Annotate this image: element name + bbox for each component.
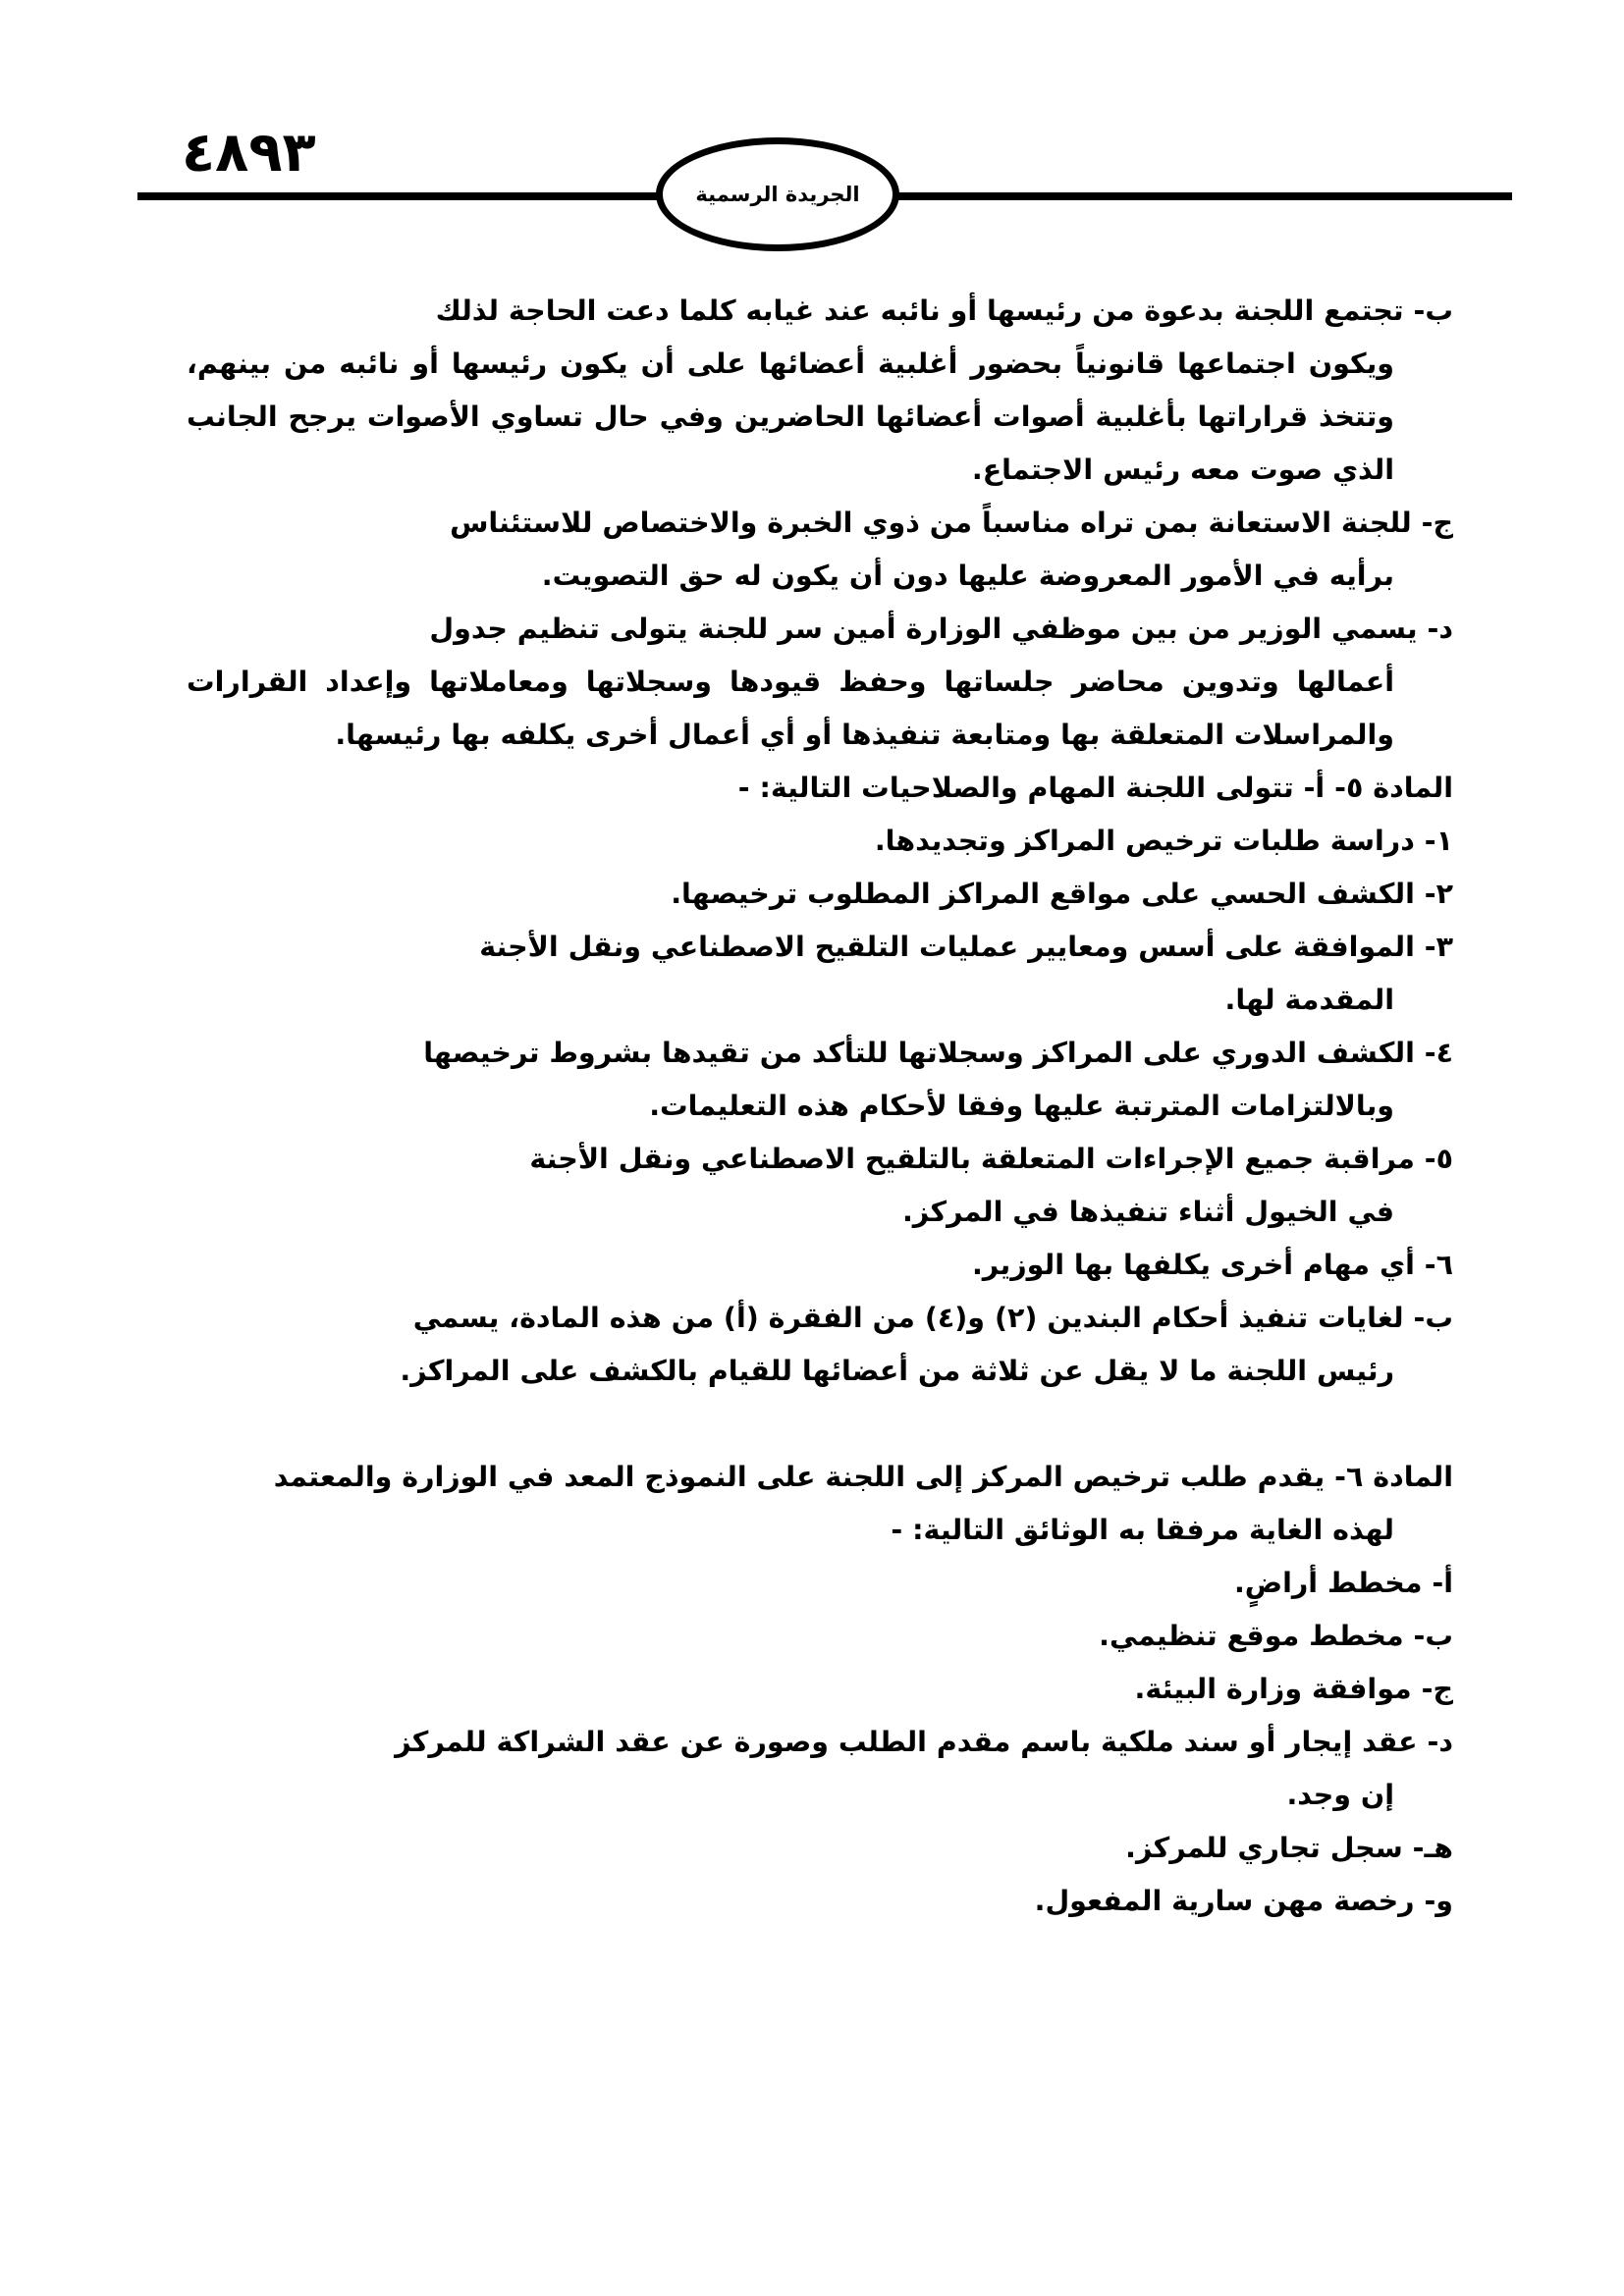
item-text: و- رخصة مهن سارية المفعول. xyxy=(1034,1885,1453,1917)
article-6-heading: المادة ٦- يقدم طلب ترخيص المركز إلى اللجنة على النموذج المعد في الوزارة والمعتمد xyxy=(273,1461,1453,1493)
gazette-title-oval xyxy=(656,137,899,251)
clause-continuation: برأيه في الأمور المعروضة عليها دون أن يكون له حق التصويت. xyxy=(541,560,1394,592)
article-5-heading: المادة ٥- أ- تتولى اللجنة المهام والصلاحيات التالية: - xyxy=(737,772,1453,804)
item-continuation: في الخيول أثناء تنفيذها في المركز. xyxy=(901,1196,1394,1228)
item-text: ب- مخطط موقع تنظيمي. xyxy=(1099,1620,1453,1652)
clause-c-experts xyxy=(187,497,1453,603)
article-6-item-c xyxy=(187,1663,1453,1716)
document-body xyxy=(187,285,1453,1928)
article-5-item-3 xyxy=(187,921,1453,1027)
article-5-item-1 xyxy=(187,815,1453,868)
gazette-title: الجريدة الرسمية xyxy=(695,183,860,206)
item-text: ج- موافقة وزارة البيئة. xyxy=(1134,1673,1453,1705)
article-6-intro xyxy=(187,1451,1453,1557)
article-6-item-e xyxy=(187,1822,1453,1875)
item-continuation: وبالالتزامات المترتبة عليها وفقا لأحكام هذه التعليمات. xyxy=(649,1090,1394,1122)
article-5-item-2 xyxy=(187,868,1453,921)
article-6-item-a xyxy=(187,1557,1453,1610)
item-text: ٦- أي مهام أخرى يكلفها بها الوزير. xyxy=(971,1249,1453,1281)
page-number: ٤٨٩٣ xyxy=(182,121,316,185)
clause-first-line: ب- تجتمع اللجنة بدعوة من رئيسها أو نائبه عند غيابه كلما دعت الحاجة لذلك xyxy=(435,294,1453,327)
article-5-item-4 xyxy=(187,1027,1453,1133)
clause-continuation: أعمالها وتدوين محاضر جلساتها وحفظ قيودها وسجلاتها ومعاملاتها وإعداد القرارات والمراسلات المتعلقة بها ومتابعة تنفيذها أو أي أعمال أخرى يكلفه بها رئيسها. xyxy=(187,666,1394,751)
clause-first-line: ب- لغايات تنفيذ أحكام البندين (٢) و(٤) من الفقرة (أ) من هذه المادة، يسمي xyxy=(412,1302,1453,1334)
article-5-item-6 xyxy=(187,1239,1453,1292)
item-first-line: د- عقد إيجار أو سند ملكية باسم مقدم الطلب وصورة عن عقد الشراكة للمركز xyxy=(395,1726,1453,1758)
item-text: هـ- سجل تجاري للمركز. xyxy=(1125,1832,1453,1864)
clause-b-meetings xyxy=(187,285,1453,497)
item-first-line: ٣- الموافقة على أسس ومعايير عمليات التلقيح الاصطناعي ونقل الأجنة xyxy=(479,931,1453,963)
clause-d-secretary xyxy=(187,603,1453,762)
article-5-clause-b xyxy=(187,1292,1453,1398)
article-6-continuation: لهذه الغاية مرفقا به الوثائق التالية: - xyxy=(891,1514,1394,1546)
article-6-item-d xyxy=(187,1716,1453,1822)
item-text: ١- دراسة طلبات ترخيص المراكز وتجديدها. xyxy=(874,825,1453,857)
item-first-line: ٥- مراقبة جميع الإجراءات المتعلقة بالتلقيح الاصطناعي ونقل الأجنة xyxy=(529,1143,1453,1175)
item-text: أ- مخطط أراضٍ. xyxy=(1233,1567,1453,1599)
item-text: ٢- الكشف الحسي على مواقع المراكز المطلوب ترخيصها. xyxy=(671,878,1453,910)
clause-continuation: رئيس اللجنة ما لا يقل عن ثلاثة من أعضائها للقيام بالكشف على المراكز. xyxy=(400,1355,1394,1387)
clause-continuation: ويكون اجتماعها قانونياً بحضور أغلبية أعضائها على أن يكون رئيسها أو نائبه من بينهم، وتتخذ قراراتها بأغلبية أصوات أعضائها الحاضرين وفي حال تساوي الأصوات يرجح الجانب الذي صوت معه رئيس الاجتماع. xyxy=(187,347,1394,486)
item-continuation: المقدمة لها. xyxy=(1224,984,1394,1016)
section-spacer xyxy=(187,1398,1453,1451)
clause-first-line: ج- للجنة الاستعانة بمن تراه مناسباً من ذوي الخبرة والاختصاص للاستئناس xyxy=(450,507,1453,539)
clause-first-line: د- يسمي الوزير من بين موظفي الوزارة أمين سر للجنة يتولى تنظيم جدول xyxy=(429,613,1453,645)
item-first-line: ٤- الكشف الدوري على المراكز وسجلاتها للتأكد من تقيدها بشروط ترخيصها xyxy=(423,1037,1453,1069)
article-6-item-b xyxy=(187,1610,1453,1663)
article-6-item-f xyxy=(187,1875,1453,1928)
article-5-item-5 xyxy=(187,1133,1453,1239)
item-continuation: إن وجد. xyxy=(1286,1779,1394,1811)
